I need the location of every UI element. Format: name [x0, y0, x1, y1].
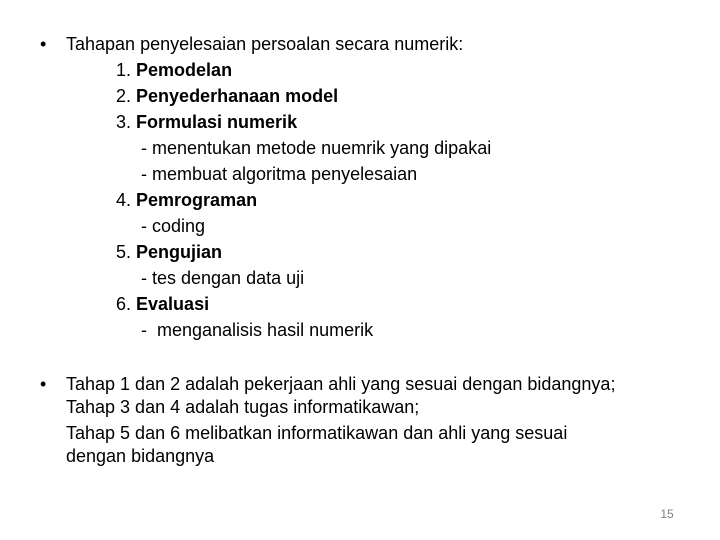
step-number: 6. [116, 294, 132, 314]
step-6-detail-1: - menganalisis hasil numerik [141, 320, 374, 340]
step-title: Pemrograman [136, 190, 258, 210]
section2-line-2: Tahap 3 dan 4 adalah tugas informatikawan; [66, 397, 420, 417]
section2-line-1: Tahap 1 dan 2 adalah pekerjaan ahli yang sesuai dengan bidangnya; [66, 374, 616, 394]
step-number: 1. [116, 60, 132, 80]
step-6 [116, 292, 209, 316]
bullet-dot: • [40, 374, 47, 394]
step-5 [116, 240, 222, 264]
step-title: Penyederhanaan model [136, 86, 339, 106]
step-4 [116, 188, 257, 212]
step-3-detail-2: - membuat algoritma penyelesaian [141, 164, 418, 184]
step-1 [116, 58, 232, 82]
step-3 [116, 110, 297, 134]
step-title: Pengujian [136, 242, 223, 262]
step-title: Evaluasi [136, 294, 210, 314]
step-3-detail-1: - menentukan metode nuemrik yang dipakai [141, 138, 492, 158]
step-4-detail-1: - coding [141, 216, 206, 236]
bullet-dot: • [40, 34, 47, 54]
step-number: 2. [116, 86, 132, 106]
step-title: Formulasi numerik [136, 112, 298, 132]
step-title: Pemodelan [136, 60, 233, 80]
step-number: 4. [116, 190, 132, 210]
step-number: 5. [116, 242, 132, 262]
section2-line-4: dengan bidangnya [66, 446, 215, 466]
section2-line-3: Tahap 5 dan 6 melibatkan informatikawan dan ahli yang sesuai [66, 423, 568, 443]
section1-intro: Tahapan penyelesaian persoalan secara numerik: [66, 34, 464, 54]
step-5-detail-1: - tes dengan data uji [141, 268, 305, 288]
step-number: 3. [116, 112, 132, 132]
page-number: 15 [660, 507, 674, 521]
step-2 [116, 84, 338, 108]
